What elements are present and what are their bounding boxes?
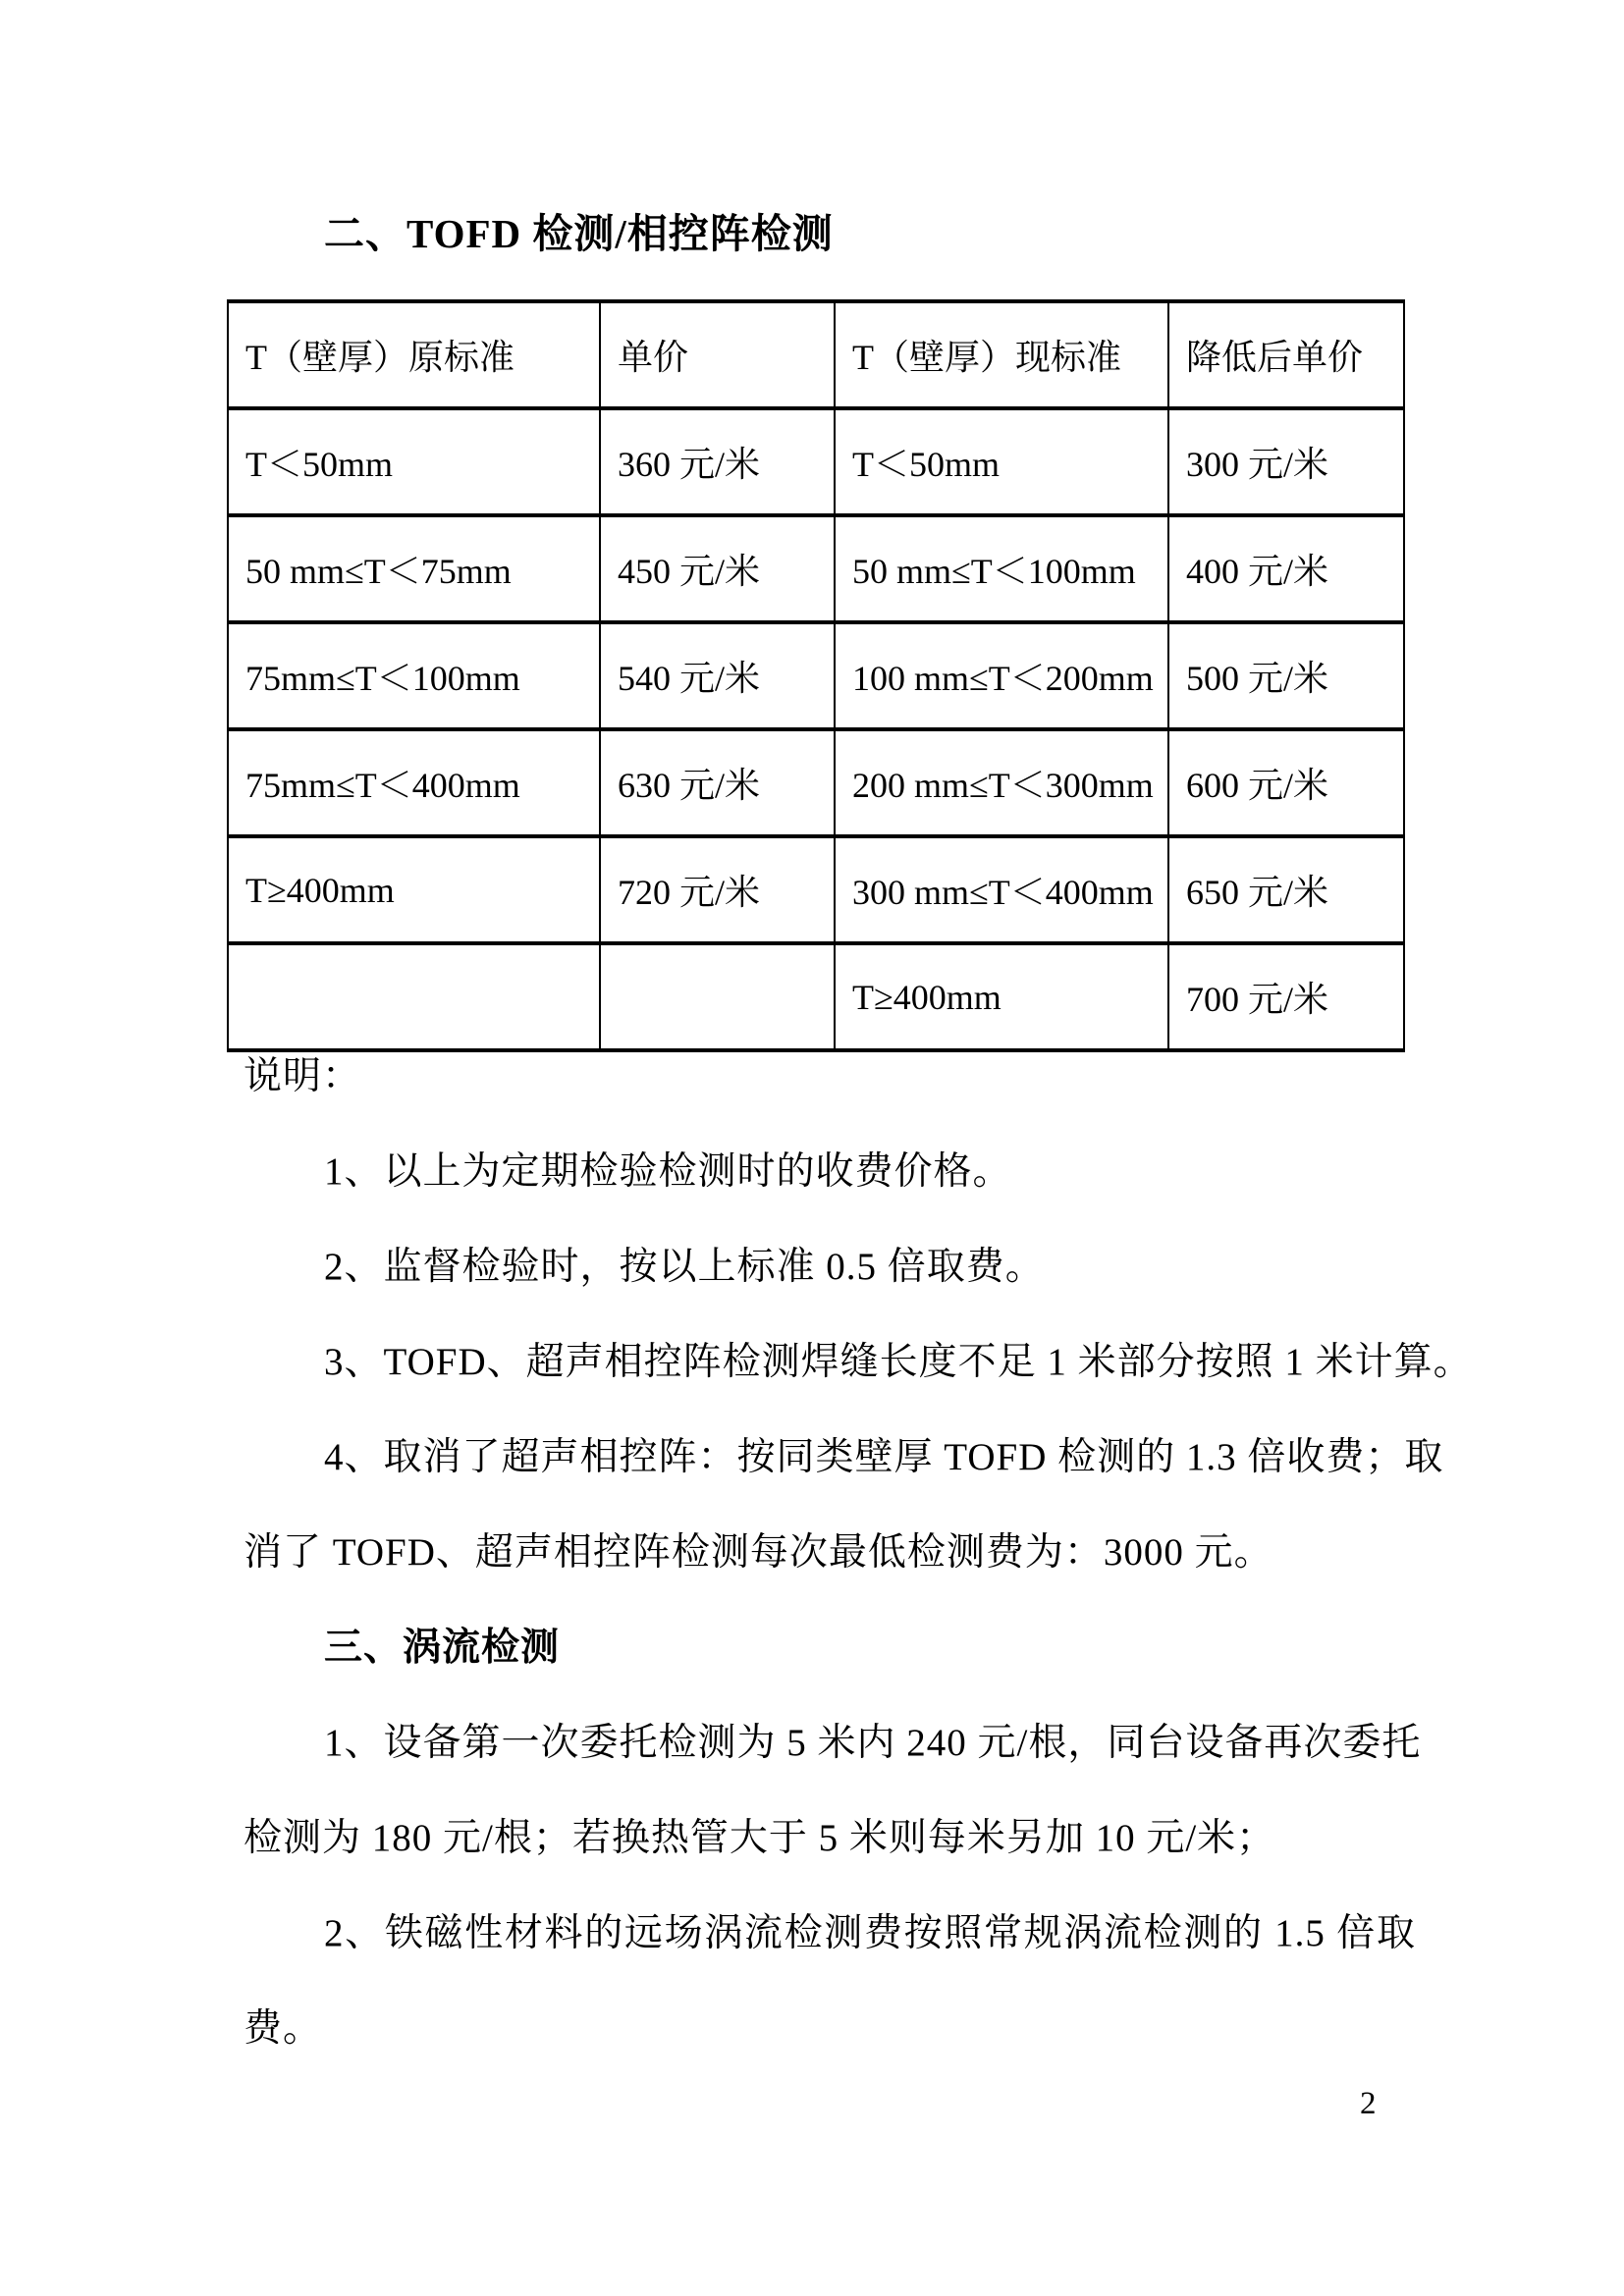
table-cell: 400 元/米 (1168, 515, 1404, 622)
note-4-line-1: 4、取消了超声相控阵：按同类壁厚 TOFD 检测的 1.3 倍收费；取 (324, 1436, 1444, 1478)
page-number: 2 (1360, 2086, 1377, 2121)
table-cell: 75mm≤T＜400mm (228, 729, 600, 836)
table-cell: T≥400mm (228, 836, 600, 943)
table-cell: 360 元/米 (600, 408, 835, 515)
note-2: 2、监督检验时，按以上标准 0.5 倍取费。 (324, 1246, 1045, 1288)
note-1: 1、以上为定期检验检测时的收费价格。 (324, 1150, 1012, 1193)
table-cell: 630 元/米 (600, 729, 835, 836)
section-heading-eddy-current: 三、涡流检测 (324, 1627, 561, 1669)
table-header-row (228, 301, 1404, 408)
table-cell: 300 mm≤T＜400mm (835, 836, 1168, 943)
eddy-note-2-line-1: 2、铁磁性材料的远场涡流检测费按照常规涡流检测的 1.5 倍取 (324, 1912, 1416, 1954)
notes-label: 说明： (244, 1055, 362, 1097)
table-cell: T≥400mm (835, 943, 1168, 1050)
section-heading-tofd: 二、TOFD 检测/相控阵检测 (324, 211, 834, 256)
table-cell: 600 元/米 (1168, 729, 1404, 836)
table-cell: 100 mm≤T＜200mm (835, 622, 1168, 729)
note-4-line-2: 消了 TOFD、超声相控阵检测每次最低检测费为：3000 元。 (244, 1531, 1273, 1574)
column-header: 降低后单价 (1168, 301, 1404, 408)
column-header: T（壁厚）现标准 (835, 301, 1168, 408)
table-cell: 720 元/米 (600, 836, 835, 943)
table-cell: 500 元/米 (1168, 622, 1404, 729)
eddy-note-1-line-2: 检测为 180 元/根；若换热管大于 5 米则每米另加 10 元/米； (244, 1817, 1276, 1859)
table-cell: 300 元/米 (1168, 408, 1404, 515)
table-row (228, 515, 1404, 622)
table-row (228, 729, 1404, 836)
eddy-note-1-line-1: 1、设备第一次委托检测为 5 米内 240 元/根，同台设备再次委托 (324, 1722, 1422, 1764)
column-header: 单价 (600, 301, 835, 408)
table-row (228, 408, 1404, 515)
table-cell: T＜50mm (228, 408, 600, 515)
table-cell: T＜50mm (835, 408, 1168, 515)
table-cell: 450 元/米 (600, 515, 835, 622)
notes-section (244, 1029, 1473, 2076)
table-cell: 200 mm≤T＜300mm (835, 729, 1168, 836)
table-row (228, 622, 1404, 729)
note-3: 3、TOFD、超声相控阵检测焊缝长度不足 1 米部分按照 1 米计算。 (324, 1341, 1473, 1383)
table-cell: 50 mm≤T＜100mm (835, 515, 1168, 622)
table-cell: 75mm≤T＜100mm (228, 622, 600, 729)
table-cell: 650 元/米 (1168, 836, 1404, 943)
table-row (228, 836, 1404, 943)
eddy-note-2-line-2: 费。 (244, 2007, 323, 2050)
table-cell: 700 元/米 (1168, 943, 1404, 1050)
column-header: T（壁厚）原标准 (228, 301, 600, 408)
table-cell: 50 mm≤T＜75mm (228, 515, 600, 622)
table-cell: 540 元/米 (600, 622, 835, 729)
tofd-pricing-table (227, 299, 1405, 1052)
